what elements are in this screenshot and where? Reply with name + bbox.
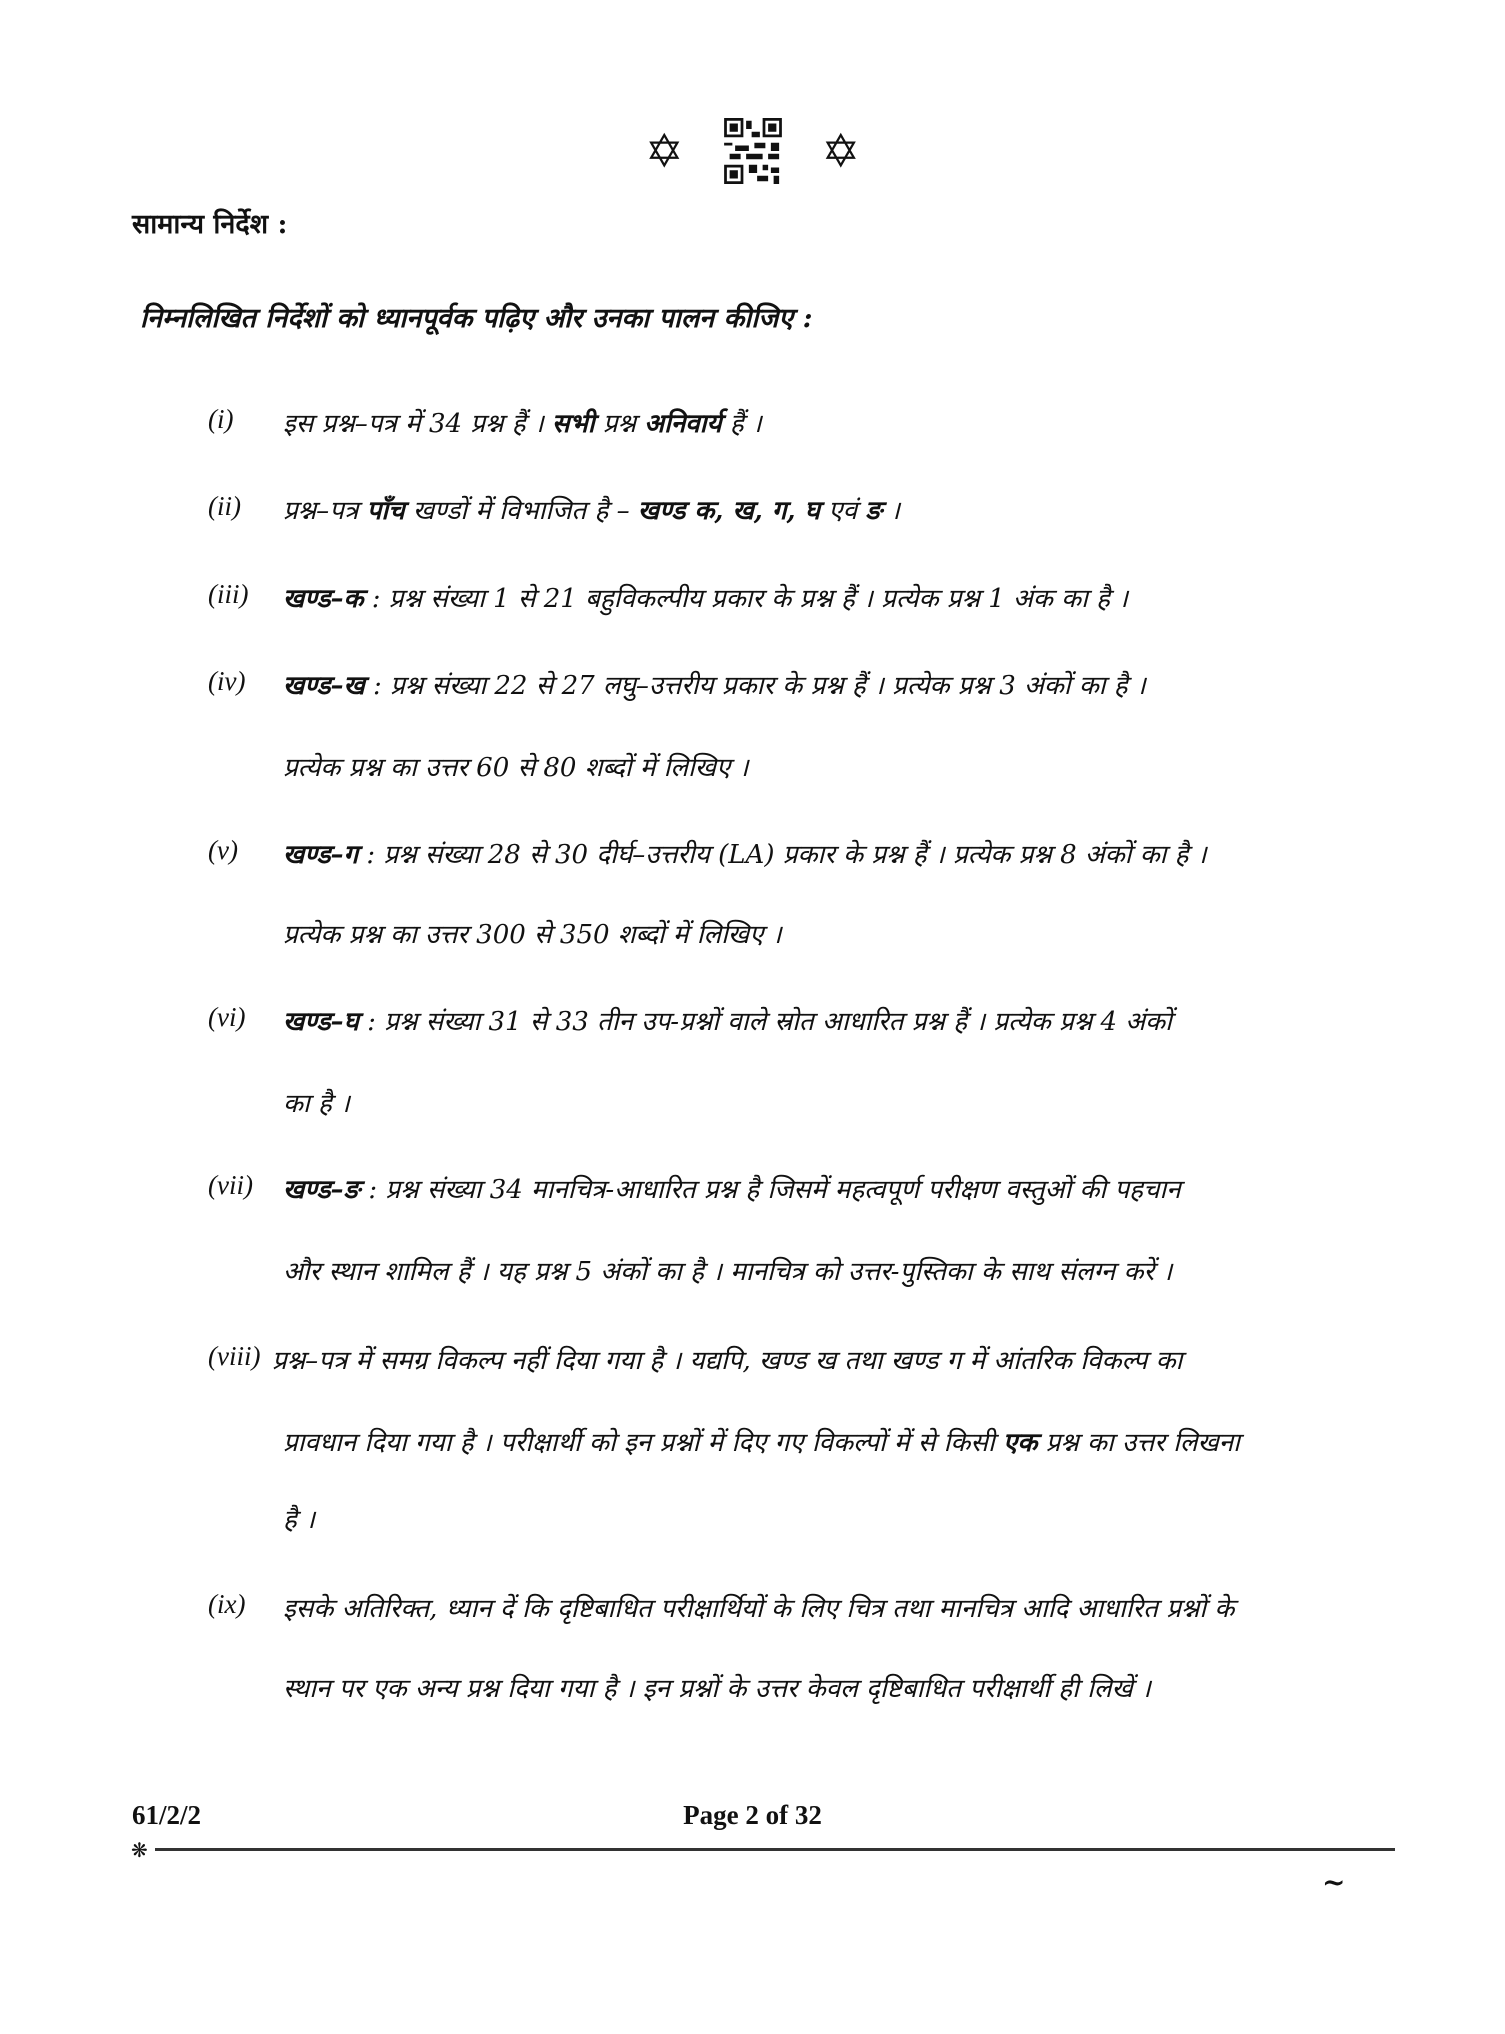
- bold-text: पाँच: [366, 496, 405, 526]
- instruction-line: [283, 1423, 1240, 1459]
- text: प्रश्न–पत्र: [283, 496, 367, 526]
- instruction-line: [272, 1341, 1182, 1377]
- bold-text: एक: [1002, 1428, 1038, 1458]
- item-number: (iv): [208, 666, 246, 696]
- instruction-line: [283, 579, 1128, 615]
- text: स्थान पर एक अन्य प्रश्न दिया गया है । इन प्रश्नों के उत्तर केवल दृष्टिबाधित परीक्षार्थी ही लिखें ।: [283, 1674, 1151, 1704]
- instruction-line: [283, 1170, 1181, 1206]
- text: ।: [881, 496, 901, 526]
- item-number: (vii): [208, 1170, 253, 1200]
- bold-text: अनिवार्य: [644, 409, 722, 439]
- text: खण्डों में विभाजित है –: [404, 496, 638, 526]
- text: : प्रश्न संख्या 31 से 33 तीन उप-प्रश्नों वाले स्रोत आधारित प्रश्न हैं । प्रत्येक प्रश्न 4 अंकों: [358, 1007, 1172, 1037]
- text: : प्रश्न संख्या 22 से 27 लघु–उत्तरीय प्रकार के प्रश्न हैं । प्रत्येक प्रश्न 3 अंकों का है ।: [364, 671, 1146, 701]
- item-number: (ii): [208, 491, 241, 521]
- item-number: (vi): [208, 1002, 246, 1032]
- item-number: (viii): [208, 1341, 261, 1371]
- footer-divider: [155, 1848, 1395, 1851]
- text: इस प्रश्न–पत्र में 34 प्रश्न हैं ।: [283, 409, 552, 439]
- instruction-line: [283, 1669, 1151, 1705]
- text: और स्थान शामिल हैं । यह प्रश्न 5 अंकों का है । मानचित्र को उत्तर-पुस्तिका के साथ संलग्न करें ।: [283, 1257, 1173, 1287]
- text: प्रत्येक प्रश्न का उत्तर 60 से 80 शब्दों में लिखिए ।: [283, 753, 749, 783]
- text: हैं ।: [721, 409, 762, 439]
- instruction-line: [283, 915, 782, 951]
- text: प्रत्येक प्रश्न का उत्तर 300 से 350 शब्दों में लिखिए ।: [283, 920, 782, 950]
- text: का है ।: [283, 1089, 350, 1119]
- text: : प्रश्न संख्या 1 से 21 बहुविकल्पीय प्रकार के प्रश्न हैं । प्रत्येक प्रश्न 1 अंक का है ।: [363, 584, 1129, 614]
- star-of-david-icon: ✡: [644, 124, 684, 178]
- page-number: Page 2 of 32: [683, 1800, 822, 1830]
- header-symbols: [0, 118, 1505, 184]
- paper-code: 61/2/2: [132, 1800, 202, 1830]
- bold-text: सभी: [551, 409, 595, 439]
- text: प्रश्न–पत्र में समग्र विकल्प नहीं दिया गया है । यद्यपि, खण्ड ख तथा खण्ड ग में आंतरिक विकल्प का: [272, 1346, 1183, 1376]
- instruction-line: [283, 748, 749, 784]
- bold-text: खण्ड–ख: [283, 671, 365, 701]
- instruction-line: [283, 1002, 1172, 1038]
- text: : प्रश्न संख्या 34 मानचित्र-आधारित प्रश्न है जिसमें महत्वपूर्ण परीक्षण वस्तुओं की पहचान: [360, 1175, 1181, 1205]
- flower-ornament-icon: ❋: [131, 1838, 148, 1862]
- qr-code-icon: [724, 118, 782, 184]
- item-number: (ix): [208, 1589, 246, 1619]
- bold-text: खण्ड–घ: [283, 1007, 359, 1037]
- instruction-line: [283, 835, 1207, 871]
- instruction-line: [283, 666, 1146, 702]
- text: प्रश्न: [594, 409, 645, 439]
- item-number: (iii): [208, 579, 249, 609]
- text: इसके अतिरिक्त, ध्यान दें कि दृष्टिबाधित परीक्षार्थियों के लिए चित्र तथा मानचित्र आदि आधारित प्रश्नों के: [283, 1594, 1235, 1624]
- text: प्रावधान दिया गया है । परीक्षार्थी को इन प्रश्नों में दिए गए विकल्पों में से किसी: [283, 1428, 1003, 1458]
- text: एवं: [819, 496, 866, 526]
- instruction-line: [283, 1589, 1234, 1625]
- item-number: (i): [208, 404, 234, 434]
- corner-mark: ~: [1322, 1866, 1346, 1899]
- bold-text: खण्ड–क: [283, 584, 364, 614]
- instructions-intro: निम्नलिखित निर्देशों को ध्यानपूर्वक पढ़िए और उनका पालन कीजिए :: [140, 303, 813, 334]
- text: प्रश्न का उत्तर लिखना: [1037, 1428, 1240, 1458]
- section-heading: सामान्य निर्देश :: [132, 209, 288, 240]
- instruction-line: [283, 1084, 350, 1120]
- instruction-line: [283, 1252, 1172, 1288]
- text: : प्रश्न संख्या 28 से 30 दीर्घ–उत्तरीय (LA) प्रकार के प्रश्न हैं । प्रत्येक प्रश्न 8 अंकों का है ।: [358, 840, 1207, 870]
- star-of-david-icon: ✡: [821, 124, 861, 178]
- instruction-line: [283, 1500, 315, 1536]
- bold-text: खण्ड–ग: [283, 840, 359, 870]
- item-number: (v): [208, 835, 238, 865]
- text: है ।: [283, 1505, 315, 1535]
- instruction-line: [283, 491, 900, 527]
- bold-text: खण्ड क, ख, ग, घ: [637, 496, 820, 526]
- instruction-line: [283, 404, 762, 440]
- bold-text: ङ: [865, 496, 882, 526]
- bold-text: खण्ड–ङ: [283, 1175, 361, 1205]
